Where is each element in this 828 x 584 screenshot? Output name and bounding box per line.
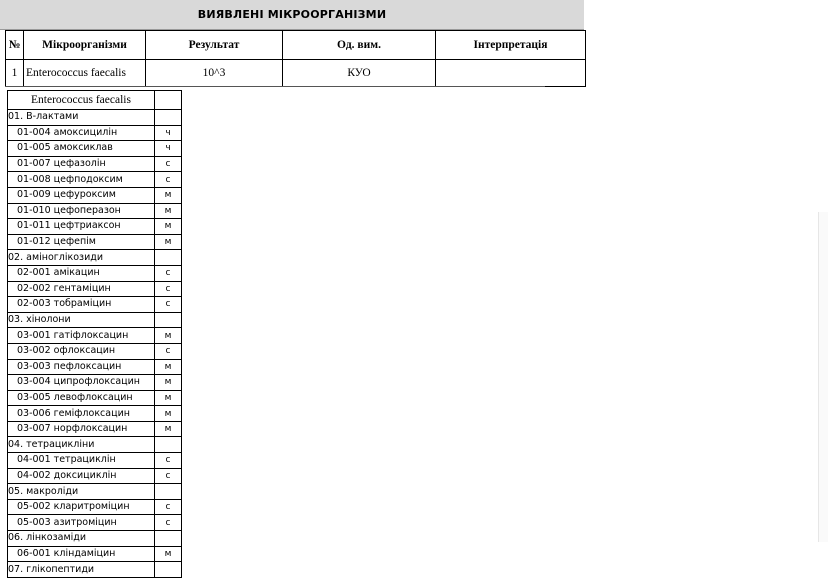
- susceptibility-result: м: [155, 359, 182, 375]
- susceptibility-result: ч: [155, 125, 182, 141]
- section-title: ВИЯВЛЕНІ МІКРООРГАНІЗМИ: [197, 8, 387, 21]
- col-header-interpretation: Інтерпретація: [436, 31, 586, 60]
- col-header-result: Результат: [146, 31, 283, 60]
- antibiotic-group-empty: [155, 250, 182, 266]
- table-row: [8, 234, 182, 250]
- table-row: [8, 328, 182, 344]
- table-row: [8, 406, 182, 422]
- antibiotic-name: 05-002 кларитроміцин: [8, 499, 155, 515]
- antibiogram-table: [7, 90, 182, 578]
- antibiotic-group-label: 05. макроліди: [8, 484, 155, 500]
- antibiotic-name: 05-003 азитроміцин: [8, 515, 155, 531]
- col-header-number: №: [6, 31, 24, 60]
- table-row: [8, 421, 182, 437]
- antibiotic-group-row: [8, 437, 182, 453]
- row-unit: КУО: [283, 60, 436, 87]
- susceptibility-result: м: [155, 328, 182, 344]
- col-header-unit: Од. вим.: [283, 31, 436, 60]
- susceptibility-result: ч: [155, 141, 182, 157]
- antibiotic-name: 02-002 гентаміцин: [8, 281, 155, 297]
- antibiotic-group-row: [8, 110, 182, 126]
- table-divider: [5, 86, 545, 87]
- table-row: [8, 343, 182, 359]
- table-row: [8, 203, 182, 219]
- antibiotic-name: 01-005 амоксиклав: [8, 141, 155, 157]
- antibiotic-name: 01-011 цефтриаксон: [8, 219, 155, 235]
- antibiotic-name: 04-002 доксициклін: [8, 468, 155, 484]
- antibiotic-name: 01-007 цефазолін: [8, 156, 155, 172]
- susceptibility-result: м: [155, 390, 182, 406]
- antibiotic-group-row: [8, 484, 182, 500]
- antibiotic-group-label: 04. тетрацикліни: [8, 437, 155, 453]
- antibiotic-name: 03-004 ципрофлоксацин: [8, 375, 155, 391]
- antibiotic-name: 01-010 цефоперазон: [8, 203, 155, 219]
- section-title-banner: [0, 0, 584, 30]
- table-row: [8, 499, 182, 515]
- antibiotic-name: 02-001 амікацин: [8, 265, 155, 281]
- antibiotic-name: 02-003 тобраміцин: [8, 297, 155, 313]
- susceptibility-result: м: [155, 421, 182, 437]
- antibiotic-group-row: [8, 531, 182, 547]
- susceptibility-result: м: [155, 203, 182, 219]
- table-row: [8, 265, 182, 281]
- antibiotic-name: 03-007 норфлоксацин: [8, 421, 155, 437]
- antibiotic-group-row: [8, 312, 182, 328]
- susceptibility-result: с: [155, 343, 182, 359]
- antibiotic-name: 06-001 кліндаміцин: [8, 546, 155, 562]
- antibiogram-header-empty: [155, 91, 182, 110]
- table-row: [8, 219, 182, 235]
- susceptibility-result: м: [155, 406, 182, 422]
- antibiotic-name: 03-001 гатіфлоксацин: [8, 328, 155, 344]
- antibiotic-group-empty: [155, 484, 182, 500]
- table-row: [6, 60, 586, 87]
- antibiotic-name: 03-005 левофлоксацин: [8, 390, 155, 406]
- table-row: [8, 281, 182, 297]
- antibiotic-name: 01-012 цефепім: [8, 234, 155, 250]
- table-row: [8, 125, 182, 141]
- susceptibility-result: м: [155, 234, 182, 250]
- results-header-row: [6, 31, 586, 60]
- table-row: [8, 546, 182, 562]
- antibiotic-name: 01-008 цефподоксим: [8, 172, 155, 188]
- table-row: [8, 156, 182, 172]
- susceptibility-result: м: [155, 375, 182, 391]
- susceptibility-result: м: [155, 219, 182, 235]
- antibiotic-group-empty: [155, 312, 182, 328]
- susceptibility-result: с: [155, 453, 182, 469]
- table-row: [8, 468, 182, 484]
- row-organism: Enterococcus faecalis: [24, 60, 146, 87]
- antibiotic-group-label: 02. аміноглікозиди: [8, 250, 155, 266]
- susceptibility-result: с: [155, 515, 182, 531]
- susceptibility-result: м: [155, 546, 182, 562]
- table-row: [8, 359, 182, 375]
- antibiotic-group-empty: [155, 531, 182, 547]
- susceptibility-result: с: [155, 156, 182, 172]
- row-result: 10^3: [146, 60, 283, 87]
- antibiotic-group-empty: [155, 437, 182, 453]
- antibiotic-group-row: [8, 250, 182, 266]
- susceptibility-result: с: [155, 499, 182, 515]
- antibiotic-name: 03-002 офлоксацин: [8, 343, 155, 359]
- susceptibility-result: с: [155, 468, 182, 484]
- antibiogram-header-row: [8, 91, 182, 110]
- col-header-microorganisms: Мікроорганізми: [24, 31, 146, 60]
- table-row: [8, 297, 182, 313]
- table-row: [8, 187, 182, 203]
- scrollbar-track[interactable]: [818, 212, 828, 542]
- table-row: [8, 453, 182, 469]
- table-row: [8, 390, 182, 406]
- antibiotic-group-label: 06. лінкозаміди: [8, 531, 155, 547]
- antibiotic-group-label: 01. B-лактами: [8, 110, 155, 126]
- antibiotic-group-label: 03. хінолони: [8, 312, 155, 328]
- table-row: [8, 515, 182, 531]
- susceptibility-result: м: [155, 187, 182, 203]
- antibiotic-group-row: [8, 562, 182, 578]
- antibiotic-group-empty: [155, 110, 182, 126]
- table-row: [8, 141, 182, 157]
- antibiotic-name: 01-009 цефуроксим: [8, 187, 155, 203]
- antibiotic-name: 03-003 пефлоксацин: [8, 359, 155, 375]
- antibiotic-name: 03-006 геміфлоксацин: [8, 406, 155, 422]
- antibiotic-group-empty: [155, 562, 182, 578]
- susceptibility-result: с: [155, 172, 182, 188]
- susceptibility-result: с: [155, 281, 182, 297]
- antibiotic-name: 01-004 амоксицилін: [8, 125, 155, 141]
- table-row: [8, 172, 182, 188]
- antibiogram-organism: Enterococcus faecalis: [8, 91, 155, 110]
- antibiotic-name: 04-001 тетрациклін: [8, 453, 155, 469]
- susceptibility-result: с: [155, 297, 182, 313]
- results-table: [5, 30, 586, 87]
- row-interpretation: [436, 60, 586, 87]
- antibiotic-group-label: 07. глікопептиди: [8, 562, 155, 578]
- susceptibility-result: с: [155, 265, 182, 281]
- row-number: 1: [6, 60, 24, 87]
- table-row: [8, 375, 182, 391]
